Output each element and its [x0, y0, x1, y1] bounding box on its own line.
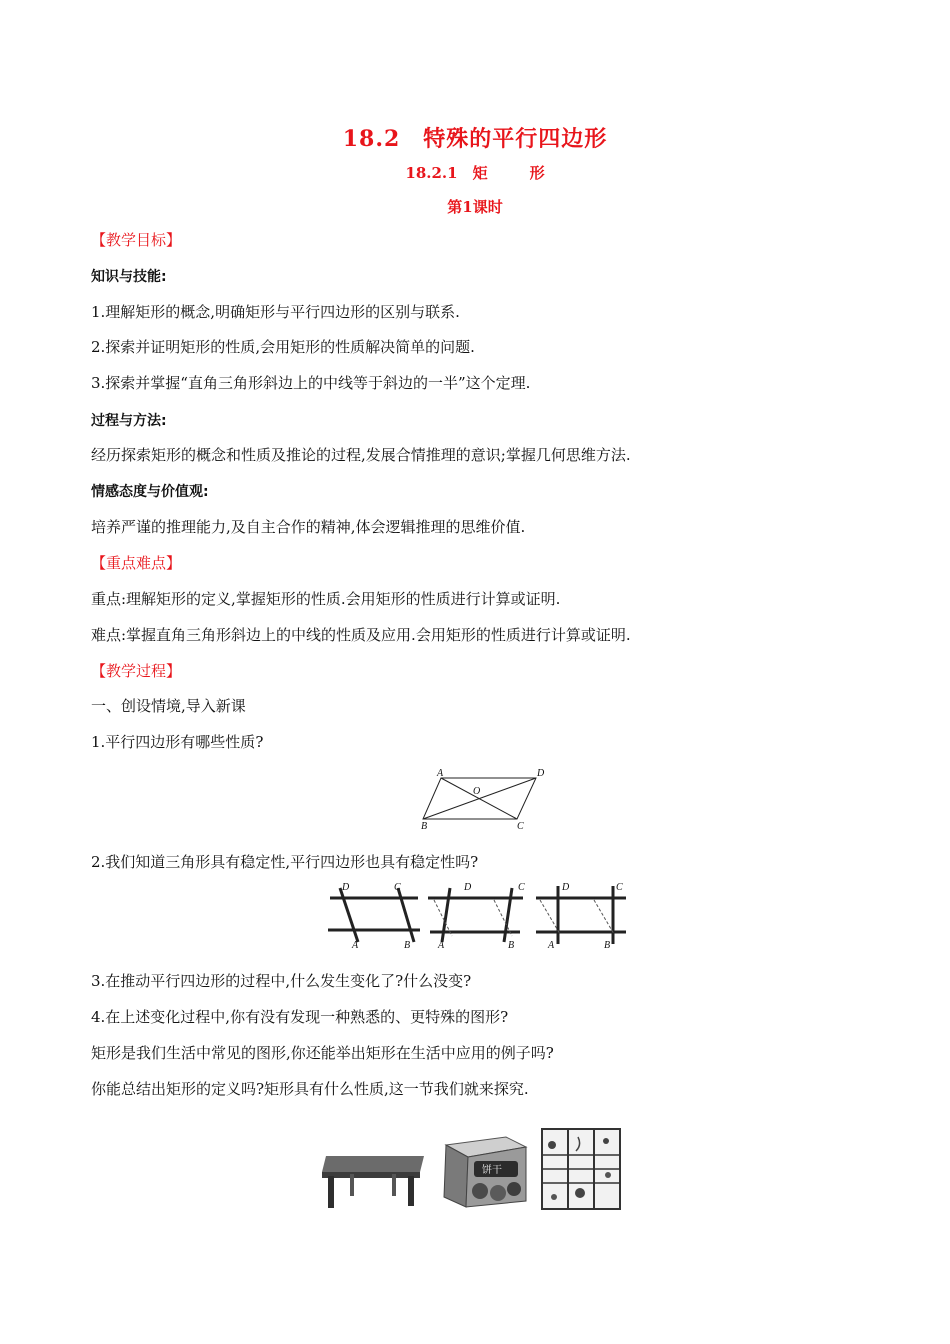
label-a: A — [352, 940, 359, 951]
key-difficulty: 难点:掌握直角三角形斜边上的中线的性质及应用.会用矩形的性质进行计算或证明. — [91, 626, 631, 644]
paragraph-2: 你能总结出矩形的定义吗?矩形具有什么性质,这一节我们就来探究. — [91, 1080, 529, 1098]
question-2: 2.我们知道三角形具有稳定性,平行四边形也具有稳定性吗? — [91, 853, 479, 871]
biscuit-box-image — [440, 1133, 530, 1211]
process-method-heading: 过程与方法: — [91, 413, 167, 429]
goals-heading: 【教学目标】 — [91, 231, 182, 249]
label-c: C — [517, 821, 524, 832]
label-a: A — [548, 940, 555, 951]
frame-deformation-figure — [328, 880, 628, 952]
window-lattice-image — [540, 1127, 622, 1211]
label-a: A — [438, 940, 445, 951]
question-1: 1.平行四边形有哪些性质? — [91, 733, 264, 751]
knowledge-item: 3.探索并掌握“直角三角形斜边上的中线等于斜边的一半”这个定理. — [91, 374, 531, 392]
key-focus: 重点:理解矩形的定义,掌握矩形的性质.会用矩形的性质进行计算或证明. — [91, 590, 561, 608]
question-4: 4.在上述变化过程中,你有没有发现一种熟悉的、更特殊的图形? — [91, 1008, 509, 1026]
process-method-text: 经历探索矩形的概念和性质及推论的过程,发展合情推理的意识;掌握几何思维方法. — [91, 446, 631, 464]
label-d: D — [537, 768, 545, 779]
box-brand-text: 饼干 — [482, 1165, 502, 1176]
label-b: B — [508, 940, 515, 951]
knowledge-heading: 知识与技能: — [91, 269, 167, 285]
label-d: D — [464, 882, 472, 893]
label-b: B — [421, 821, 428, 832]
emotion-heading: 情感态度与价值观: — [91, 484, 209, 500]
knowledge-item: 2.探索并证明矩形的性质,会用矩形的性质解决简单的问题. — [91, 338, 475, 356]
label-b: B — [604, 940, 611, 951]
lesson-label: 第1课时 — [447, 198, 503, 216]
label-d: D — [342, 882, 350, 893]
paragraph-1: 矩形是我们生活中常见的图形,你还能举出矩形在生活中应用的例子吗? — [91, 1044, 554, 1062]
label-c: C — [394, 882, 401, 893]
label-o: O — [473, 786, 481, 797]
emotion-text: 培养严谨的推理能力,及自主合作的精神,体会逻辑推理的思维价值. — [91, 518, 526, 536]
key-heading: 【重点难点】 — [91, 554, 182, 572]
process-heading: 【教学过程】 — [91, 662, 182, 680]
section-intro: 一、创设情境,导入新课 — [91, 697, 246, 715]
subtitle-number: 18.2.1 矩 — [405, 164, 488, 182]
label-d: D — [562, 882, 570, 893]
label-c: C — [518, 882, 525, 893]
question-3: 3.在推动平行四边形的过程中,什么发生变化了?什么没变? — [91, 972, 472, 990]
subtitle-tail: 形 — [529, 164, 545, 182]
page-title: 18.2 特殊的平行四边形 — [342, 126, 608, 152]
label-c: C — [616, 882, 623, 893]
table-image — [320, 1130, 430, 1210]
section-subtitle — [0, 162, 950, 183]
label-b: B — [404, 940, 411, 951]
knowledge-item: 1.理解矩形的概念,明确矩形与平行四边形的区别与联系. — [91, 303, 460, 321]
parallelogram-figure — [415, 764, 545, 832]
label-a: A — [437, 768, 444, 779]
frame-2 — [428, 882, 525, 951]
frame-3 — [536, 882, 626, 951]
frame-1 — [328, 882, 420, 951]
